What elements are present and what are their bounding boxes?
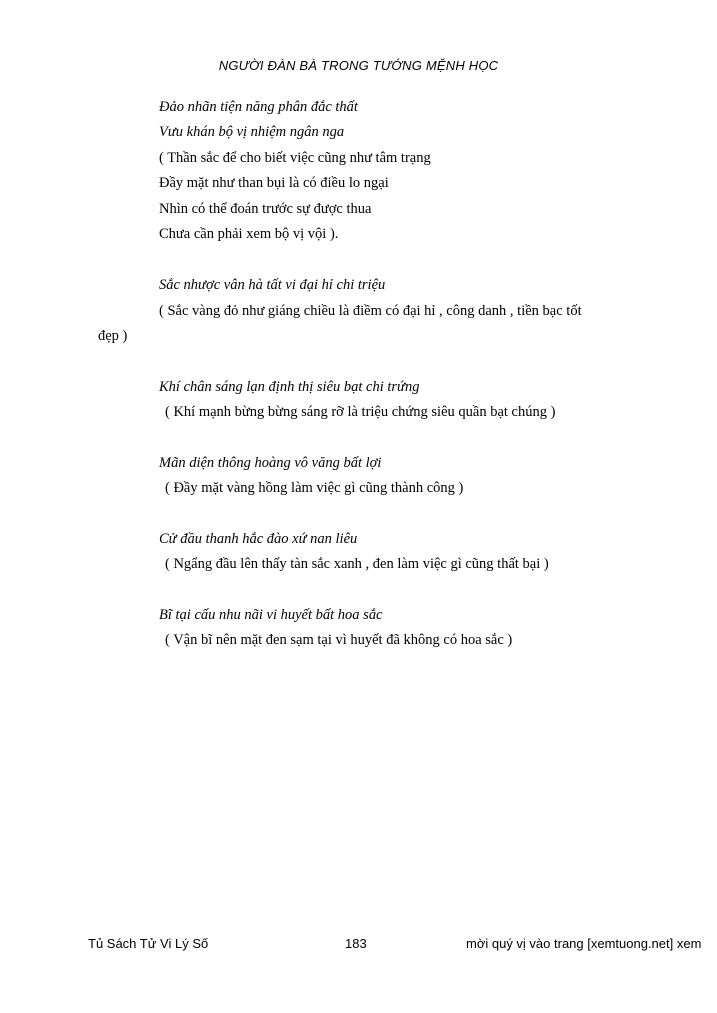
verse-line: Cử đầu thanh hắc đào xứ nan liêu: [159, 531, 358, 547]
verse-line: Sắc nhược vân hà tất vi đại hỉ chi triệu: [159, 277, 386, 293]
verse-line: Khí chân sáng lạn định thị siêu bạt chi trứng: [159, 379, 420, 395]
verse-line: Vưu khán bộ vị nhiệm ngân nga: [159, 124, 345, 140]
verse-line: Mãn diện thông hoàng vô văng bất lợi: [159, 455, 382, 471]
translation-line: ( Vận bĩ nên mặt đen sạm tại vì huyết đã không có hoa sắc ): [165, 632, 513, 648]
translation-line: ( Thần sắc để cho biết việc cũng như tâm trạng: [159, 150, 431, 166]
translation-line: Chưa cần phải xem bộ vị vội ).: [159, 226, 339, 242]
footer-website-note: mời quý vị vào trang [xemtuong.net] xem: [466, 936, 702, 951]
header-title: NGƯỜI ĐÀN BÀ TRONG TƯỚNG MỆNH HỌC: [218, 58, 499, 73]
page-number: 183: [345, 936, 367, 951]
translation-line-continued: đẹp ): [98, 328, 128, 344]
translation-line: ( Ngẩng đầu lên thấy tàn sắc xanh , đen làm việc gì cũng thất bại ): [165, 556, 549, 572]
verse-line: Đảo nhãn tiện năng phân đắc thất: [159, 99, 358, 115]
page-header: [0, 58, 717, 73]
translation-line: ( Đầy mặt vàng hồng làm việc gì cũng thành công ): [165, 480, 464, 496]
translation-line: ( Sắc vàng đỏ như giáng chiều là điềm có đại hỉ , công danh , tiền bạc tốt: [159, 303, 582, 319]
footer-book-title: Tủ Sách Tử Vi Lý Số: [88, 936, 209, 951]
translation-line: Nhìn có thể đoán trước sự được thua: [159, 201, 372, 217]
page-footer: [0, 936, 717, 956]
translation-line: Đầy mặt như than bụi là có điều lo ngại: [159, 175, 389, 191]
verse-line: Bĩ tại cấu nhu nãi vi huyết bất hoa sắc: [159, 607, 383, 623]
translation-line: ( Khí mạnh bừng bừng sáng rỡ là triệu chứng siêu quần bạt chúng ): [165, 404, 556, 420]
